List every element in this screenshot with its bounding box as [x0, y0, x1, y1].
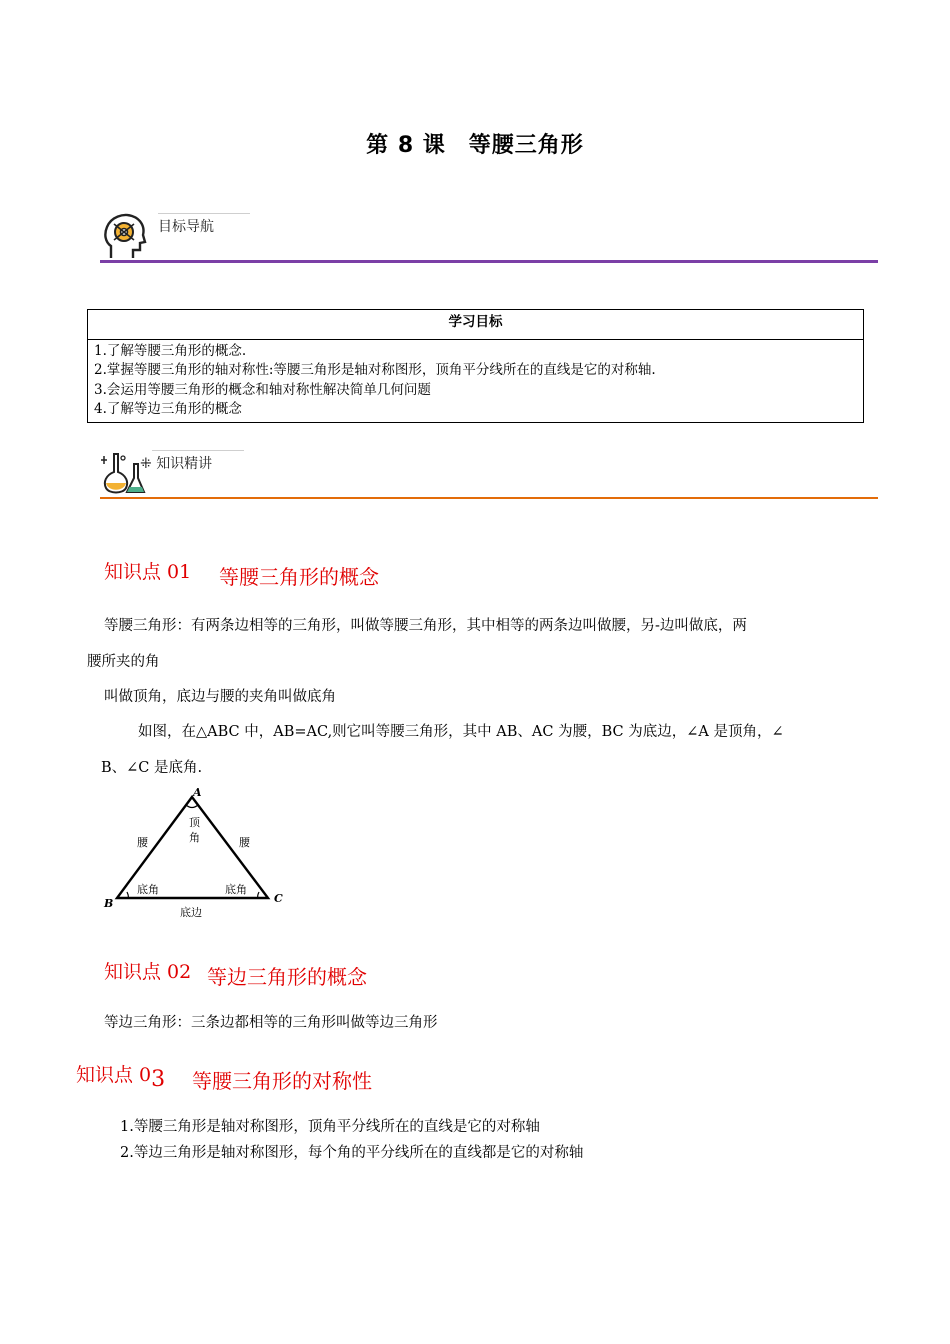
- goal-item: 2.掌握等腰三角形的轴对称性:等腰三角形是轴对称图形，顶角平分线所在的直线是它的对称轴.: [94, 362, 656, 378]
- kp2-title: 等边三角形的概念: [207, 965, 367, 989]
- vertex-c-label: C: [274, 892, 283, 905]
- goal-item: 3.会运用等腰三角形的概念和轴对称性解决简单几何问题: [94, 381, 431, 398]
- head-gear-icon: [103, 212, 147, 260]
- kp2-number: 知识点 02: [104, 961, 192, 983]
- page-title: 第 8 课 等腰三角形: [366, 133, 584, 158]
- kp2-para: 等边三角形：三条边都相等的三角形叫做等边三角形: [104, 1015, 438, 1031]
- kp1-number: 知识点 01: [104, 561, 192, 583]
- apex-label-line1: 顶: [189, 816, 200, 829]
- kp1-para3-line1: 如图，在△ABC 中，AB=AC,则它叫等腰三角形，其中 AB、AC 为腰，BC 为底边，∠A 是顶角，∠: [138, 724, 784, 740]
- section-label-nav: 目标导航: [158, 216, 214, 236]
- section-divider-nav: [100, 260, 878, 263]
- kp3-title: 等腰三角形的对称性: [192, 1069, 372, 1093]
- kp1-para1-line1: 等腰三角形：有两条边相等的三角形，叫做等腰三角形，其中相等的两条边叫做腰，另-边叫做底，两: [104, 618, 747, 634]
- leg-left-label: 腰: [137, 836, 148, 849]
- kp3-item: 1.等腰三角形是轴对称图形，顶角平分线所在的直线是它的对称轴: [120, 1119, 540, 1135]
- kp3-number: 知识点 03: [76, 1064, 166, 1092]
- goal-item: 4.了解等边三角形的概念: [94, 401, 242, 417]
- kp1-para2: 叫做顶角，底边与腰的夹角叫做底角: [104, 689, 336, 705]
- base-label: 底边: [180, 906, 202, 919]
- vertex-b-label: B: [104, 897, 114, 910]
- section-label-knowledge: ⁜ 知识精讲: [140, 453, 212, 473]
- goals-list: [88, 339, 864, 422]
- apex-label-line2: 角: [189, 831, 200, 844]
- goal-item: 1.了解等腰三角形的概念.: [94, 342, 247, 359]
- sparkle-icon: ⁜: [140, 456, 157, 472]
- kp3-item: 2.等边三角形是轴对称图形，每个角的平分线所在的直线都是它的对称轴: [120, 1145, 584, 1161]
- base-angle-left-label: 底角: [137, 883, 159, 896]
- flask-icon: [98, 450, 146, 496]
- kp1-title: 等腰三角形的概念: [219, 565, 379, 589]
- leg-right-label: 腰: [239, 836, 250, 849]
- vertex-a-label: A: [193, 786, 202, 799]
- section-divider-knowledge: [100, 497, 878, 499]
- isosceles-triangle-figure: [98, 785, 290, 920]
- base-angle-right-label: 底角: [225, 883, 247, 896]
- apex-angle-arc: [186, 805, 198, 808]
- kp1-para3-line2: B、∠C 是底角.: [101, 760, 203, 776]
- learning-goals-table: [87, 309, 864, 423]
- goals-header: 学习目标: [88, 310, 864, 340]
- kp1-para1-line2: 腰所夹的角: [87, 654, 160, 670]
